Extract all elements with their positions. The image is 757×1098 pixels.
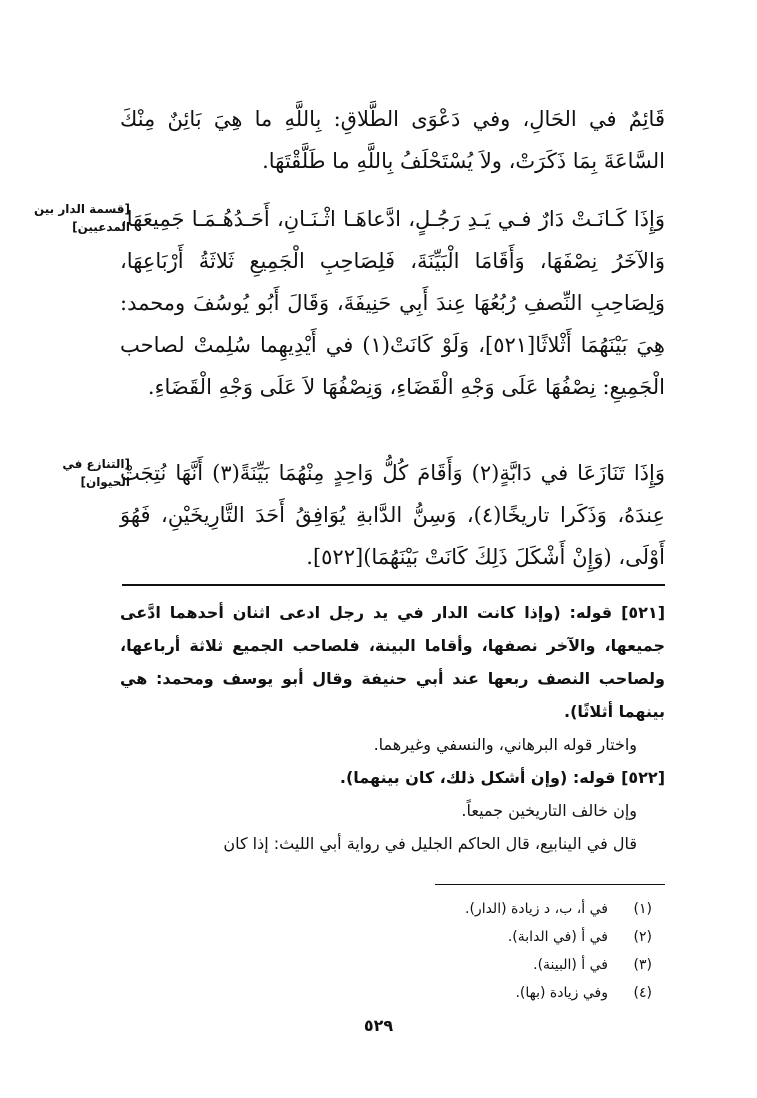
commentary-522: [٥٢٢] قوله: (وإن أشكل ذلك، كان بينهما).: [339, 768, 665, 787]
footnote-4: [252, 979, 652, 1007]
commentary-522-quote: قال في الينابيع، قال الحاكم الجليل في رواية أبي الليث: إذا كان: [223, 834, 637, 853]
footnote-number: (٣): [633, 957, 652, 973]
main-paragraph-2: [120, 198, 665, 408]
footnote-1: [252, 895, 652, 923]
main-paragraph-1-text: قَائِمٌ في الحَالِ، وفي دَعْوَى الطَّلاقِ: بِاللَّهِ ما هِيَ بَائِنٌ مِنْكَ السَّاعَةَ بِمَا ذَكَرَتْ، ولاَ يُسْتَحْلَفُ بِاللَّهِ ما طَلَّقْتَهَا.: [120, 107, 665, 173]
side-note-dispute-animal: [التنازع في الحيوان]: [62, 457, 130, 489]
main-paragraph-1: [120, 98, 665, 182]
footnote-2: [252, 923, 652, 951]
footnote-number: (٢): [633, 929, 652, 945]
footnotes: [252, 895, 652, 1007]
footnote-3: [252, 951, 652, 979]
commentary-521: [٥٢١] قوله: (وإذا كانت الدار في يد رجل ادعى اثنان أحدهما ادَّعى جميعها، والآخر نصفها، وأقاما البينة، فلصاحب الجميع ثلاثة أرباعها، ولصاحب النصف ربعها عند أبي حنيفة وقال أبو يوسف ومحمد: هي بينهما أثلاثًا).: [120, 603, 665, 721]
main-paragraph-2-text: وَإِذَا كَـانَـتْ دَارٌ فـي يَـدِ رَجُـلٍ، ادَّعاهَـا اثْـنَـانِ، أَحَـدُهُـمَـا جَمِيعَهَا، وَالآخَرُ نِصْفَهَا، وَأَقَامَا الْبَيِّنَةَ، فَلِصَاحِبِ الْجَمِيعِ ثَلاثَةُ أَرْبَاعِهَا، وَلِصَاحِبِ النِّصفِ رُبُعُهَا عِندَ أَبِي حَنِيفَةَ، وَقَالَ أَبُو يُوسُفَ ومحمد: هِيَ بَيْنَهُمَا أَثْلاثًا[٥٢١]، وَلَوْ كَانَتْ(١) في أَيْدِيهِما سُلِمتْ لصاحب الْجَمِيعِ: نِصْفُهَا عَلَى وَجْهِ الْقَضَاءِ، وَنِصْفُهَا لاَ عَلَى وَجْهِ الْقَضَاءِ.: [120, 207, 666, 399]
footnote-text: وفي زيادة (بها).: [515, 985, 608, 1001]
commentary-divider: [122, 584, 665, 586]
commentary-522-note: وإن خالف التاريخين جميعاً.: [461, 801, 637, 820]
page-number: ٥٢٩: [363, 1016, 394, 1035]
commentary-block: [120, 596, 665, 860]
main-paragraph-3: [120, 452, 665, 578]
footnote-divider: [435, 884, 665, 885]
footnote-text: في أ (البينة).: [533, 957, 608, 973]
footnote-text: في أ (في الدابة).: [507, 929, 608, 945]
main-paragraph-3-text: وَإِذَا تَنَازَعَا في دَابَّةٍ(٢) وَأَقَامَ كُلُّ وَاحِدٍ مِنْهُمَا بَيِّنَةً(٣) أَنَّهَا نُتِجَتْ عِندَهُ، وَذَكَرا تاريخًا(٤)، وَسِنُّ الدَّابةِ يُوَافِقُ أَحَدَ التَّارِيخَيْنِ، فَهُوَ أَوْلَى، (وَإِنْ أَشْكَلَ ذَلِكَ كَانَتْ بَيْنَهُمَا)[٥٢٢].: [120, 461, 665, 569]
footnote-number: (١): [633, 901, 652, 917]
commentary-521-note: واختار قوله البرهاني، والنسفي وغيرهما.: [373, 735, 637, 754]
footnote-number: (٤): [633, 985, 652, 1001]
footnote-text: في أ، ب، د زيادة (الدار).: [465, 901, 608, 917]
side-note-division-of-house: [قسمة الدار بين المدعيين]: [33, 202, 130, 234]
